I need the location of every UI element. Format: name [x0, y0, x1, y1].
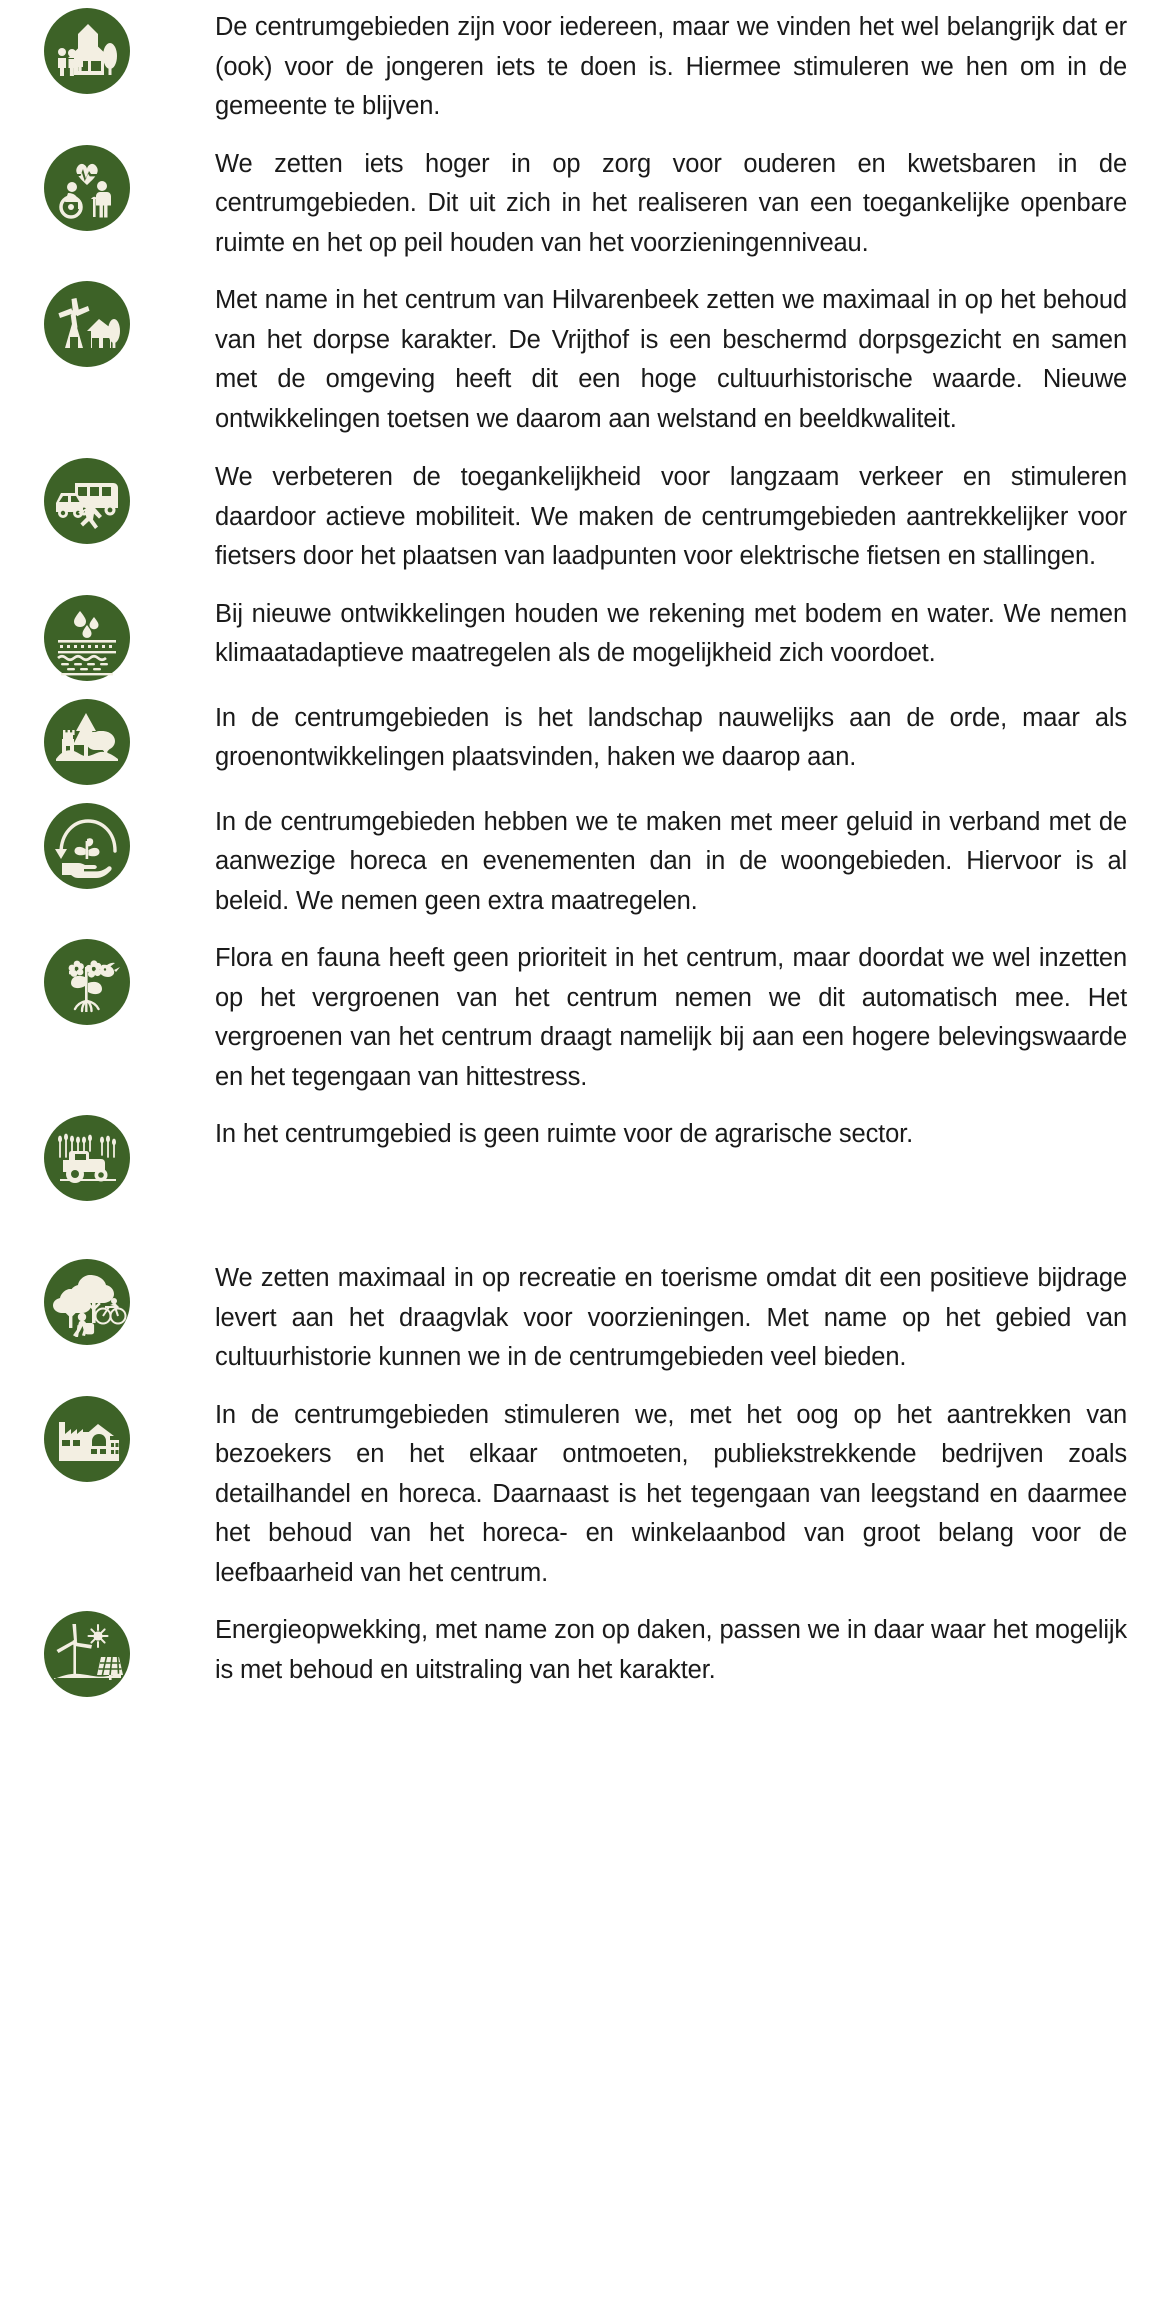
mobility-bus-pedestrian-icon: [44, 458, 130, 544]
icon-cell: [0, 1115, 215, 1201]
icon-cell: [0, 1611, 215, 1697]
tractor-agriculture-icon: [44, 1115, 130, 1201]
text-cell: [215, 939, 1176, 1097]
text-cell: [215, 1115, 1176, 1155]
text-cell: [215, 595, 1176, 674]
renewable-energy-icon: [44, 1611, 130, 1697]
house-family-tree-icon: [44, 8, 130, 94]
text-cell: [215, 803, 1176, 922]
paragraph-text: We zetten iets hoger in op zorg voor ouderen en kwetsbaren in de centrumgebieden. Dit uit zich in het realiseren van een toegankelijke openbare ruimte en het op peil houden van het voorzieningenniveau.: [215, 149, 1127, 257]
economy-buildings-icon: [44, 1396, 130, 1482]
content-row: [0, 8, 1176, 127]
icon-cell: [0, 1396, 215, 1482]
content-row: [0, 939, 1176, 1097]
paragraph-text: Bij nieuwe ontwikkelingen houden we rekening met bodem en water. We nemen klimaatadaptieve maatregelen als de mogelijkheid zich voordoet.: [215, 599, 1127, 667]
paragraph-text: De centrumgebieden zijn voor iedereen, maar we vinden het wel belangrijk dat er (ook) voor de jongeren iets te doen is. Hiermee stimuleren we hen om in de gemeente te blijven.: [215, 13, 1127, 120]
paragraph-text: Met name in het centrum van Hilvarenbeek zetten we maximaal in op het behoud van het dorpse karakter. De Vrijthof is een beschermd dorpsgezicht en samen met de omgeving heeft dit een hoge cultuurhistorische waarde. Nieuwe ontwikkelingen toetsen we daarom aan welstand en beeldkwaliteit.: [215, 286, 1127, 433]
icon-cell: [0, 8, 215, 94]
text-cell: [215, 8, 1176, 127]
text-cell: [215, 1259, 1176, 1378]
content-row: [0, 458, 1176, 577]
text-cell: [215, 1396, 1176, 1594]
content-row: [0, 1259, 1176, 1378]
paragraph-text: We verbeteren de toegankelijkheid voor langzaam verkeer en stimuleren daardoor actieve mobiliteit. We maken de centrumgebieden aantrekkelijker voor fietsers door het plaatsen van laadpunten voor elektrische fietsen en stallingen.: [215, 463, 1127, 570]
paragraph-text: In de centrumgebieden hebben we te maken met meer geluid in verband met de aanwezige horeca en evenementen dan in de woongebieden. Hiervoor is al beleid. We nemen geen extra maatregelen.: [215, 807, 1127, 915]
flora-fauna-bird-icon: [44, 939, 130, 1025]
icon-cell: [0, 595, 215, 681]
content-row: [0, 145, 1176, 264]
paragraph-text: We zetten maximaal in op recreatie en toerisme omdat dit een positieve bijdrage levert aan het draagvlak voor voorzieningen. Met name op het gebied van cultuurhistorie kunnen we in de centrumgebieden veel bieden.: [215, 1264, 1127, 1371]
paragraph-text: In het centrumgebied is geen ruimte voor de agrarische sector.: [215, 1120, 914, 1148]
paragraph-text: In de centrumgebieden is het landschap nauwelijks aan de orde, maar als groenontwikkelingen plaatsvinden, haken we daarop aan.: [215, 703, 1127, 771]
text-cell: [215, 281, 1176, 439]
icon-cell: [0, 939, 215, 1025]
text-cell: [215, 145, 1176, 264]
content-row: [0, 1611, 1176, 1697]
icon-cell: [0, 458, 215, 544]
text-cell: [215, 1611, 1176, 1690]
content-row: [0, 803, 1176, 922]
paragraph-text: In de centrumgebieden stimuleren we, met het oog op het aantrekken van bezoekers en het elkaar ontmoeten, publiekstrekkende bedrijven zoals detailhandel en horeca. Daarnaast is het tegengaan van leegstand en daarmee het behoud van het horeca- en winkelaanbod van groot belang voor de leefbaarheid van het centrum.: [215, 1400, 1127, 1587]
icon-cell: [0, 1259, 215, 1345]
text-cell: [215, 699, 1176, 778]
icon-cell: [0, 145, 215, 231]
text-cell: [215, 458, 1176, 577]
paragraph-text: Flora en fauna heeft geen prioriteit in het centrum, maar doordat we wel inzetten op het vergroenen van het centrum nemen we dit automatisch mee. Het vergroenen van het centrum draagt namelijk bij aan een hogere belevingswaarde en het tegengaan van hittestress.: [215, 944, 1127, 1091]
icon-cell: [0, 281, 215, 367]
landscape-trees-icon: [44, 699, 130, 785]
health-care-elderly-icon: [44, 145, 130, 231]
content-row: [0, 1115, 1176, 1201]
icon-cell: [0, 803, 215, 889]
content-row: [0, 1396, 1176, 1594]
paragraph-text: Energieopwekking, met name zon op daken, passen we in daar waar het mogelijk is met behoud en uitstraling van het karakter.: [215, 1616, 1127, 1684]
hand-plant-cycle-icon: [44, 803, 130, 889]
icon-cell: [0, 699, 215, 785]
soil-water-droplets-icon: [44, 595, 130, 681]
content-row: [0, 595, 1176, 681]
content-row: [0, 699, 1176, 785]
windmill-heritage-icon: [44, 281, 130, 367]
content-row: [0, 281, 1176, 439]
recreation-hiker-cyclist-icon: [44, 1259, 130, 1345]
